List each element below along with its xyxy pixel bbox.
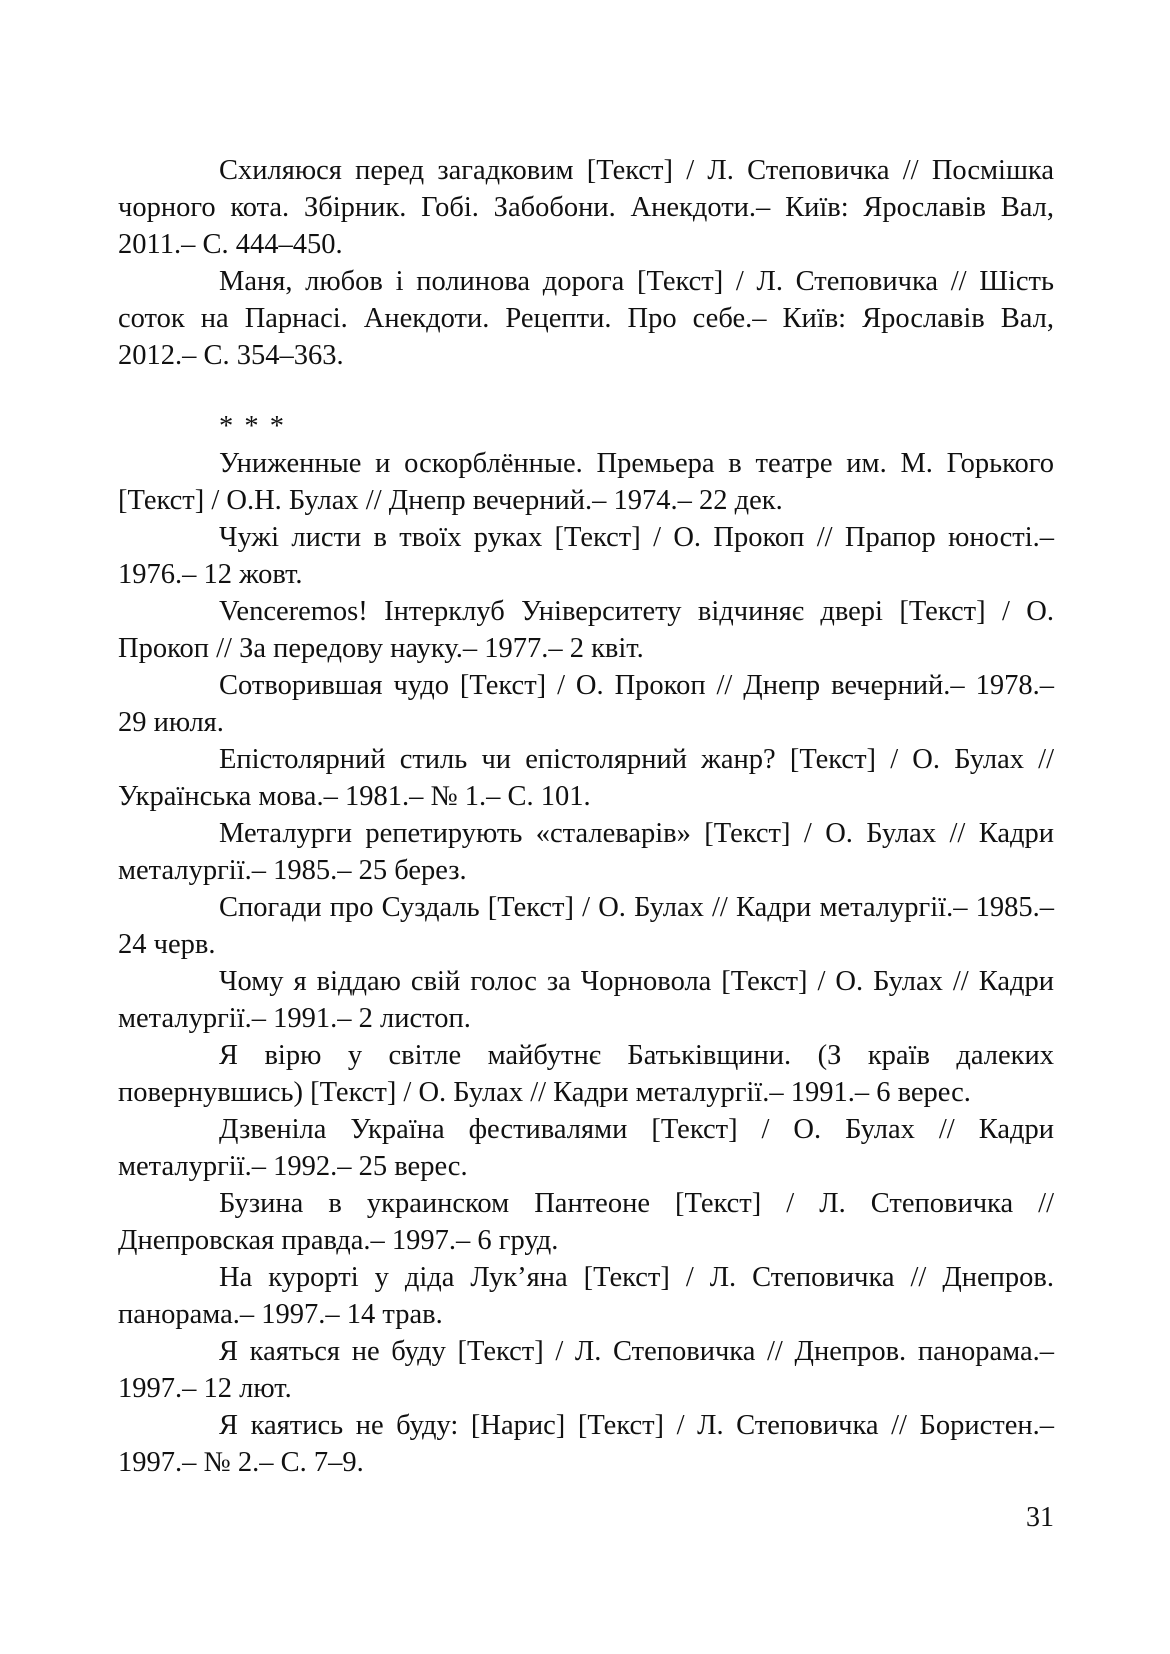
bibliography-section-top (118, 152, 1054, 374)
bibliography-entry: Епістолярний стиль чи епістолярний жанр? [Текст] / О. Булах // Українська мова.– 1981.– № 1.– С. 101. (118, 744, 1054, 812)
bibliography-entry: Схиляюся перед загадковим [Текст] / Л. Степовичка // Посмішка чорного кота. Збірник. Гобі. Забобони. Анекдоти.– Київ: Ярославів Вал, 2011.– С. 444–450. (118, 155, 1054, 260)
bibliography-entry: Дзвеніла Україна фестивалями [Текст] / О. Булах // Кадри металургії.– 1992.– 25 верес. (118, 1114, 1054, 1182)
bibliography-entry: Униженные и оскорблённые. Премьера в театре им. М. Горького [Текст] / О.Н. Булах // Днепр вечерний.– 1974.– 22 дек. (118, 448, 1054, 516)
bibliography-entry: Я каяться не буду [Текст] / Л. Степовичка // Днепров. панорама.– 1997.– 12 лют. (118, 1336, 1054, 1404)
bibliography-section-bottom (118, 445, 1054, 1481)
bibliography-entry: Спогади про Суздаль [Текст] / О. Булах // Кадри металургії.– 1985.– 24 черв. (118, 892, 1054, 960)
bibliography-page (118, 152, 1054, 1481)
bibliography-entry: Venceremos! Інтерклуб Університету відчиняє двері [Текст] / О. Прокоп // За передову науку.– 1977.– 2 квіт. (118, 596, 1054, 664)
bibliography-entry: На курорті у діда Лук’яна [Текст] / Л. Степовичка // Днепров. панорама.– 1997.– 14 трав. (118, 1262, 1054, 1330)
section-separator: * * * (219, 411, 286, 442)
bibliography-entry: Сотворившая чудо [Текст] / О. Прокоп // Днепр вечерний.– 1978.– 29 июля. (118, 670, 1054, 738)
bibliography-entry: Металурги репетирують «сталеварів» [Текст] / О. Булах // Кадри металургії.– 1985.– 25 берез. (118, 818, 1054, 886)
bibliography-entry: Чому я віддаю свій голос за Чорновола [Текст] / О. Булах // Кадри металургії.– 1991.– 2 листоп. (118, 966, 1054, 1034)
bibliography-entry: Маня, любов і полинова дорога [Текст] / Л. Степовичка // Шість соток на Парнасі. Анекдоти. Рецепти. Про себе.– Київ: Ярославів Вал, 2012.– С. 354–363. (118, 266, 1054, 371)
page-number: 31 (1026, 1502, 1054, 1533)
bibliography-entry: Бузина в украинском Пантеоне [Текст] / Л. Степовичка // Днепровская правда.– 1997.– 6 груд. (118, 1188, 1054, 1256)
bibliography-entry: Я вірю у світле майбутнє Батьківщини. (З країв далеких повернувшись) [Текст] / О. Булах // Кадри металургії.– 1991.– 6 верес. (118, 1040, 1054, 1108)
bibliography-entry: Я каятись не буду: [Нарис] [Текст] / Л. Степовичка // Бористен.– 1997.– № 2.– С. 7–9. (118, 1410, 1054, 1478)
bibliography-entry: Чужі листи в твоїх руках [Текст] / О. Прокоп // Прапор юності.– 1976.– 12 жовт. (118, 522, 1054, 590)
